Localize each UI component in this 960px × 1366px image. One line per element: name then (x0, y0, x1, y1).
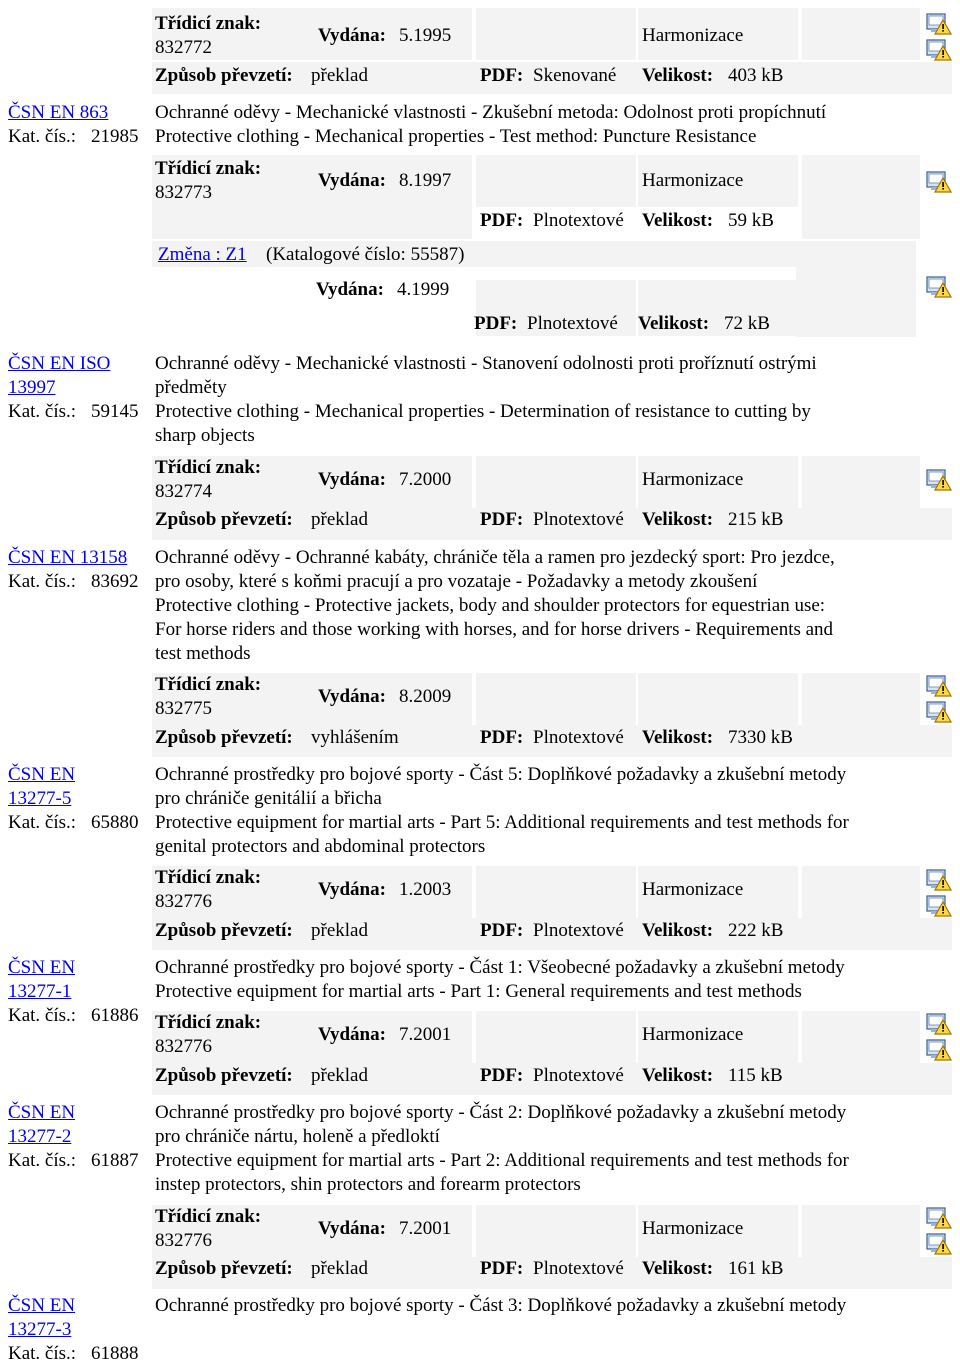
velikost-label: Velikost: (642, 727, 714, 748)
vydana-label: Vydána: (318, 1218, 386, 1239)
kat-number: 61888 (91, 1343, 139, 1364)
standard-code-link[interactable]: 13277-1 (8, 981, 72, 1002)
velikost-value: 115 kB (728, 1065, 783, 1086)
cell-background (152, 241, 797, 267)
standard-code-link[interactable]: ČSN EN (8, 1102, 76, 1123)
standard-code-link[interactable]: 13277-5 (8, 788, 72, 809)
tridici-value: 832776 (155, 1230, 212, 1251)
velikost-value: 403 kB (728, 65, 784, 86)
harmonizace: Harmonizace (642, 879, 744, 900)
tridici-label: Třídicí znak: (155, 867, 262, 888)
velikost-label: Velikost: (642, 1065, 714, 1086)
title-en: Protective clothing - Mechanical properties - Determination of resistance to cutting by (155, 401, 811, 422)
zpusob-label: Způsob převzetí: (155, 1065, 293, 1086)
download-warning-icon[interactable] (926, 892, 952, 918)
download-warning-icon[interactable] (926, 36, 952, 62)
standard-code-link[interactable]: ČSN EN (8, 1295, 76, 1316)
change-velikost-label: Velikost: (638, 313, 710, 334)
cell-background (802, 207, 920, 239)
standard-code-link[interactable]: ČSN EN 13158 (8, 547, 128, 568)
title-en: test methods (155, 643, 251, 664)
cell-background (476, 1011, 636, 1063)
standard-code-link[interactable]: 13277-3 (8, 1319, 72, 1340)
velikost-value: 59 kB (728, 210, 774, 231)
zpusob-label: Způsob převzetí: (155, 727, 293, 748)
cell-background (476, 8, 636, 60)
kat-label: Kat. čís.: (8, 571, 77, 592)
cell-background (802, 155, 920, 207)
kat-number: 61886 (91, 1005, 139, 1026)
title-cs: Ochranné prostředky pro bojové sporty - Část 2: Doplňkové požadavky a zkušební metody (155, 1102, 847, 1123)
zpusob-value: překlad (311, 65, 368, 86)
pdf-label: PDF: (480, 509, 524, 530)
velikost-label: Velikost: (642, 210, 714, 231)
standard-code-link[interactable]: ČSN EN ISO (8, 353, 111, 374)
pdf-value: Plnotextové (533, 509, 624, 530)
cell-background (638, 673, 798, 725)
download-warning-icon[interactable] (926, 866, 952, 892)
cell-background (802, 1011, 920, 1063)
harmonizace: Harmonizace (642, 170, 744, 191)
zpusob-value: vyhlášením (311, 727, 399, 748)
change-z1-link[interactable]: Změna : Z1 (158, 244, 247, 265)
cell-background (476, 155, 636, 207)
harmonizace: Harmonizace (642, 469, 744, 490)
title-cs: Ochranné prostředky pro bojové sporty - Část 5: Doplňkové požadavky a zkušební metody (155, 764, 847, 785)
zpusob-value: překlad (311, 1258, 368, 1279)
change-catalog-text: (Katalogové číslo: 55587) (266, 244, 465, 265)
vydana-value: 7.2000 (399, 469, 452, 490)
title-en: genital protectors and abdominal protectors (155, 836, 486, 857)
kat-number: 21985 (91, 126, 139, 147)
vydana-label: Vydána: (318, 1024, 386, 1045)
kat-number: 61887 (91, 1150, 139, 1171)
download-warning-icon[interactable] (926, 1230, 952, 1256)
title-en: instep protectors, shin protectors and forearm protectors (155, 1174, 581, 1195)
change-vydana-value: 4.1999 (397, 279, 450, 300)
title-cs: pro chrániče nártu, holeně a předloktí (155, 1126, 440, 1147)
download-warning-icon[interactable] (926, 1204, 952, 1230)
title-en: sharp objects (155, 425, 255, 446)
title-en: Protective equipment for martial arts - Part 5: Additional requirements and test methods for (155, 812, 849, 833)
download-warning-icon[interactable] (926, 273, 952, 299)
tridici-label: Třídicí znak: (155, 1012, 262, 1033)
tridici-value: 832775 (155, 698, 212, 719)
tridici-value: 832772 (155, 37, 212, 58)
pdf-label: PDF: (480, 1258, 524, 1279)
zpusob-value: překlad (311, 1065, 368, 1086)
velikost-label: Velikost: (642, 920, 714, 941)
vydana-label: Vydána: (318, 25, 386, 46)
velikost-value: 7330 kB (728, 727, 793, 748)
velikost-label: Velikost: (642, 509, 714, 530)
title-cs: Ochranné prostředky pro bojové sporty - Část 1: Všeobecné požadavky a zkušební metody (155, 957, 845, 978)
standard-code-link[interactable]: ČSN EN (8, 957, 76, 978)
tridici-label: Třídicí znak: (155, 13, 262, 34)
cell-background (802, 1205, 920, 1257)
pdf-value: Plnotextové (533, 210, 624, 231)
vydana-label: Vydána: (318, 469, 386, 490)
vydana-label: Vydána: (318, 170, 386, 191)
vydana-label: Vydána: (318, 879, 386, 900)
zpusob-label: Způsob převzetí: (155, 920, 293, 941)
vydana-value: 8.1997 (399, 170, 452, 191)
zpusob-label: Způsob převzetí: (155, 65, 293, 86)
velikost-value: 222 kB (728, 920, 784, 941)
pdf-value: Skenované (533, 65, 617, 86)
cell-background (152, 207, 472, 239)
cell-background (476, 866, 636, 918)
title-cs: pro osoby, které s koňmi pracují a pro vozataje - Požadavky a metody zkoušení (155, 571, 758, 592)
vydana-value: 1.2003 (399, 879, 452, 900)
kat-label: Kat. čís.: (8, 1343, 77, 1364)
title-en: Protective equipment for martial arts - Part 1: General requirements and test methods (155, 981, 802, 1002)
title-en: For horse riders and those working with horses, and for horse drivers - Requirements and (155, 619, 834, 640)
harmonizace: Harmonizace (642, 1024, 744, 1045)
vydana-label: Vydána: (318, 686, 386, 707)
download-warning-icon[interactable] (926, 466, 952, 492)
pdf-value: Plnotextové (533, 1065, 624, 1086)
title-cs: pro chrániče genitálií a břicha (155, 788, 382, 809)
vydana-value: 7.2001 (399, 1218, 452, 1239)
title-cs: Ochranné prostředky pro bojové sporty - Část 3: Doplňkové požadavky a zkušební metody (155, 1295, 847, 1316)
title-en: Protective clothing - Mechanical properties - Test method: Puncture Resistance (155, 126, 757, 147)
title-cs: Ochranné oděvy - Ochranné kabáty, chrániče těla a ramen pro jezdecký sport: Pro jezdce, (155, 547, 835, 568)
velikost-label: Velikost: (642, 65, 714, 86)
kat-label: Kat. čís.: (8, 812, 77, 833)
cell-background (476, 673, 636, 725)
download-warning-icon[interactable] (926, 672, 952, 698)
tridici-label: Třídicí znak: (155, 674, 262, 695)
cell-background (802, 456, 920, 508)
kat-number: 59145 (91, 401, 139, 422)
kat-label: Kat. čís.: (8, 1005, 77, 1026)
harmonizace: Harmonizace (642, 1218, 744, 1239)
change-pdf-label: PDF: (474, 313, 518, 334)
cell-background (476, 456, 636, 508)
pdf-value: Plnotextové (533, 727, 624, 748)
standard-code-link[interactable]: 13997 (8, 377, 56, 398)
change-vydana-label: Vydána: (316, 279, 384, 300)
pdf-label: PDF: (480, 65, 524, 86)
tridici-label: Třídicí znak: (155, 1206, 262, 1227)
vydana-value: 7.2001 (399, 1024, 452, 1045)
kat-label: Kat. čís.: (8, 1150, 77, 1171)
change-pdf-value: Plnotextové (527, 313, 618, 334)
pdf-label: PDF: (480, 1065, 524, 1086)
cell-background (802, 8, 920, 60)
kat-label: Kat. čís.: (8, 126, 77, 147)
kat-number: 65880 (91, 812, 139, 833)
vydana-value: 8.2009 (399, 686, 452, 707)
pdf-label: PDF: (480, 210, 524, 231)
download-warning-icon[interactable] (926, 698, 952, 724)
pdf-label: PDF: (480, 727, 524, 748)
zpusob-value: překlad (311, 509, 368, 530)
zpusob-label: Způsob převzetí: (155, 1258, 293, 1279)
zpusob-value: překlad (311, 920, 368, 941)
standard-code-link[interactable]: 13277-2 (8, 1126, 72, 1147)
pdf-value: Plnotextové (533, 920, 624, 941)
standard-code-link[interactable]: ČSN EN 863 (8, 102, 109, 123)
tridici-label: Třídicí znak: (155, 158, 262, 179)
cell-background (802, 866, 920, 918)
standard-code-link[interactable]: ČSN EN (8, 764, 76, 785)
pdf-value: Plnotextové (533, 1258, 624, 1279)
title-cs: Ochranné oděvy - Mechanické vlastnosti - Stanovení odolnosti proti proříznutí ostrými (155, 353, 817, 374)
velikost-label: Velikost: (642, 1258, 714, 1279)
download-warning-icon[interactable] (926, 168, 952, 194)
kat-number: 83692 (91, 571, 139, 592)
cell-background (796, 241, 916, 337)
tridici-value: 832774 (155, 481, 212, 502)
title-cs: Ochranné oděvy - Mechanické vlastnosti - Zkušební metoda: Odolnost proti propíchnutí (155, 102, 827, 123)
velikost-value: 161 kB (728, 1258, 784, 1279)
download-warning-icon[interactable] (926, 1010, 952, 1036)
velikost-value: 215 kB (728, 509, 784, 530)
pdf-label: PDF: (480, 920, 524, 941)
tridici-value: 832776 (155, 1036, 212, 1057)
tridici-label: Třídicí znak: (155, 457, 262, 478)
download-icon[interactable] (926, 10, 952, 36)
title-cs: předměty (155, 377, 227, 398)
zpusob-label: Způsob převzetí: (155, 509, 293, 530)
harmonizace: Harmonizace (642, 25, 744, 46)
kat-label: Kat. čís.: (8, 401, 77, 422)
change-velikost-value: 72 kB (724, 313, 770, 334)
tridici-value: 832773 (155, 182, 212, 203)
title-en: Protective clothing - Protective jackets, body and shoulder protectors for equestrian use: (155, 595, 826, 616)
cell-background (476, 1205, 636, 1257)
download-warning-icon[interactable] (926, 1036, 952, 1062)
cell-background (802, 673, 920, 725)
title-en: Protective equipment for martial arts - Part 2: Additional requirements and test methods for (155, 1150, 849, 1171)
tridici-value: 832776 (155, 891, 212, 912)
vydana-value: 5.1995 (399, 25, 452, 46)
